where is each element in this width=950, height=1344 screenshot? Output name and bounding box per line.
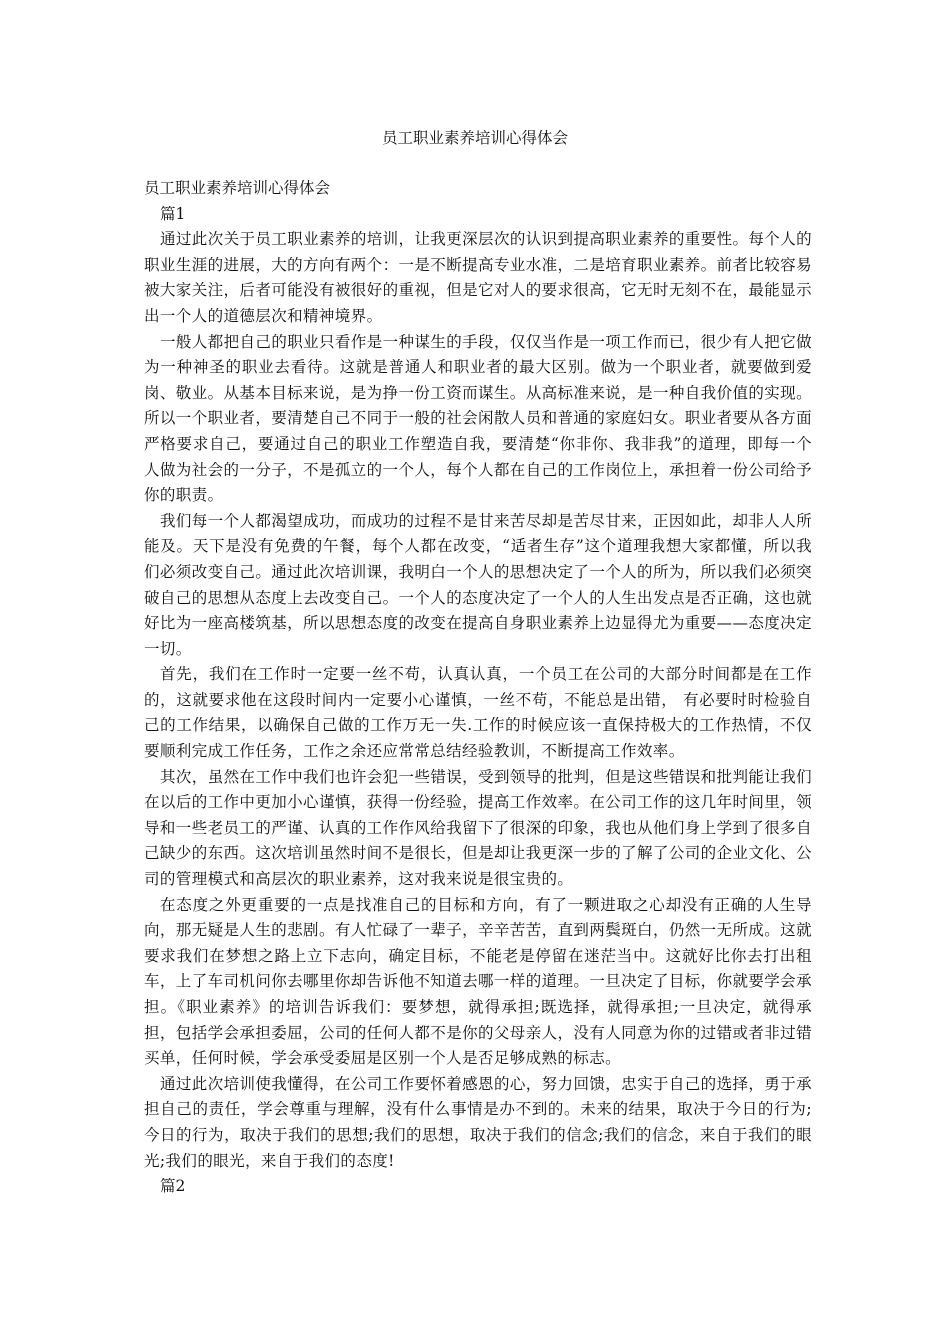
paragraph-3: 我们每一个人都渴望成功，而成功的过程不是甘来苦尽却是苦尽甘来，正因如此，却非人人所能及。天下是没有免费的午餐，每个人都在改变，“适者生存”这个道理我想大家都懂，所以我们必须改变自己。通过此次培训课，我明白一个人的思想决定了一个人的所为，所以我们必须突破自己的思想从态度上去改变自己。一个人的态度决定了一个人的人生出发点是否正确，这也就好比为一座高楼筑基，所以思想态度的改变在提高自身职业素养上边显得尤为重要——态度决定一切。 — [144, 511, 812, 658]
paragraph-7: 通过此次培训使我懂得，在公司工作要怀着感恩的心，努力回馈，忠实于自己的选择，勇于承担自己的责任，学会尊重与理解，没有什么事情是办不到的。未来的结果，取决于今日的行为;今日的行为，取决于我们的思想;我们的思想，取决于我们的信念;我们的信念，来自于我们的眼光;我们的眼光，来自于我们的态度! — [144, 1074, 812, 1170]
document-title: 员工职业素养培训心得体会 — [381, 129, 568, 147]
document-subtitle: 员工职业素养培训心得体会 — [144, 179, 331, 197]
paragraph-6: 在态度之外更重要的一点是找准自己的目标和方向，有了一颗进取之心却没有正确的人生导向，那无疑是人生的悲剧。有人忙碌了一辈子，辛辛苦苦，直到两鬓斑白，仍然一无所成。这就要求我们在梦想之路上立下志向，确定目标，不能老是停留在迷茫当中。这就好比你去打出租车，上了车司机问你去哪里你却告诉他不知道去哪一样的道理。一旦决定了目标，你就要学会承担。《职业素养》的培训告诉我们：要梦想，就得承担;既选择，就得承担;一旦决定，就得承担，包括学会承担委屈，公司的任何人都不是你的父母亲人，没有人同意为你的过错或者非过错买单，任何时候，学会承受委屈是区别一个人是否足够成熟的标志。 — [144, 895, 812, 1068]
paragraph-4: 首先，我们在工作时一定要一丝不苟，认真认真，一个员工在公司的大部分时间都是在工作的，这就要求他在这段时间内一定要小心谨慎，一丝不苟，不能总是出错， 有必要时时检验自己的工作结果，以确保自己做的工作万无一失.工作的时候应该一直保持极大的工作热情，不仅要顺利完成工作任务，工作之余还应常常总结经验教训，不断提高工作效率。 — [144, 665, 812, 761]
section-label-2: 篇2 — [160, 1177, 186, 1196]
paragraph-5: 其次，虽然在工作中我们也许会犯一些错误，受到领导的批判，但是这些错误和批判能让我们在以后的工作中更加小心谨慎，获得一份经验，提高工作效率。在公司工作的这几年时间里，领导和一些老员工的严谨、认真的工作作风给我留下了很深的印象，我也从他们身上学到了很多自己缺少的东西。这次培训虽然时间不是很长，但是却让我更深一步的了解了公司的企业文化、公司的管理模式和高层次的职业素养，这对我来说是很宝贵的。 — [144, 767, 812, 889]
paragraph-2: 一般人都把自己的职业只看作是一种谋生的手段，仅仅当作是一项工作而已，很少有人把它做为一种神圣的职业去看待。这就是普通人和职业者的最大区别。做为一个职业者，就要做到爱岗、敬业。从基本目标来说，是为挣一份工资而谋生。从高标准来说，是一种自我价值的实现。所以一个职业者，要清楚自己不同于一般的社会闲散人员和普通的家庭妇女。职业者要从各方面严格要求自己，要通过自己的职业工作塑造自我，要清楚“你非你、我非我”的道理，即每一个人做为社会的一分子，不是孤立的一个人，每个人都在自己的工作岗位上，承担着一份公司给予你的职责。 — [144, 332, 812, 505]
section-label-1: 篇1 — [160, 204, 186, 223]
document-body — [144, 176, 812, 1200]
paragraph-1: 通过此次关于员工职业素养的培训，让我更深层次的认识到提高职业素养的重要性。每个人的职业生涯的进展，大的方向有两个：一是不断提高专业水准，二是培育职业素养。前者比较容易被大家关注，后者可能没有被很好的重视，但是它对人的要求很高，它无时无刻不在，最能显示出一个人的道德层次和精神境界。 — [144, 230, 812, 325]
